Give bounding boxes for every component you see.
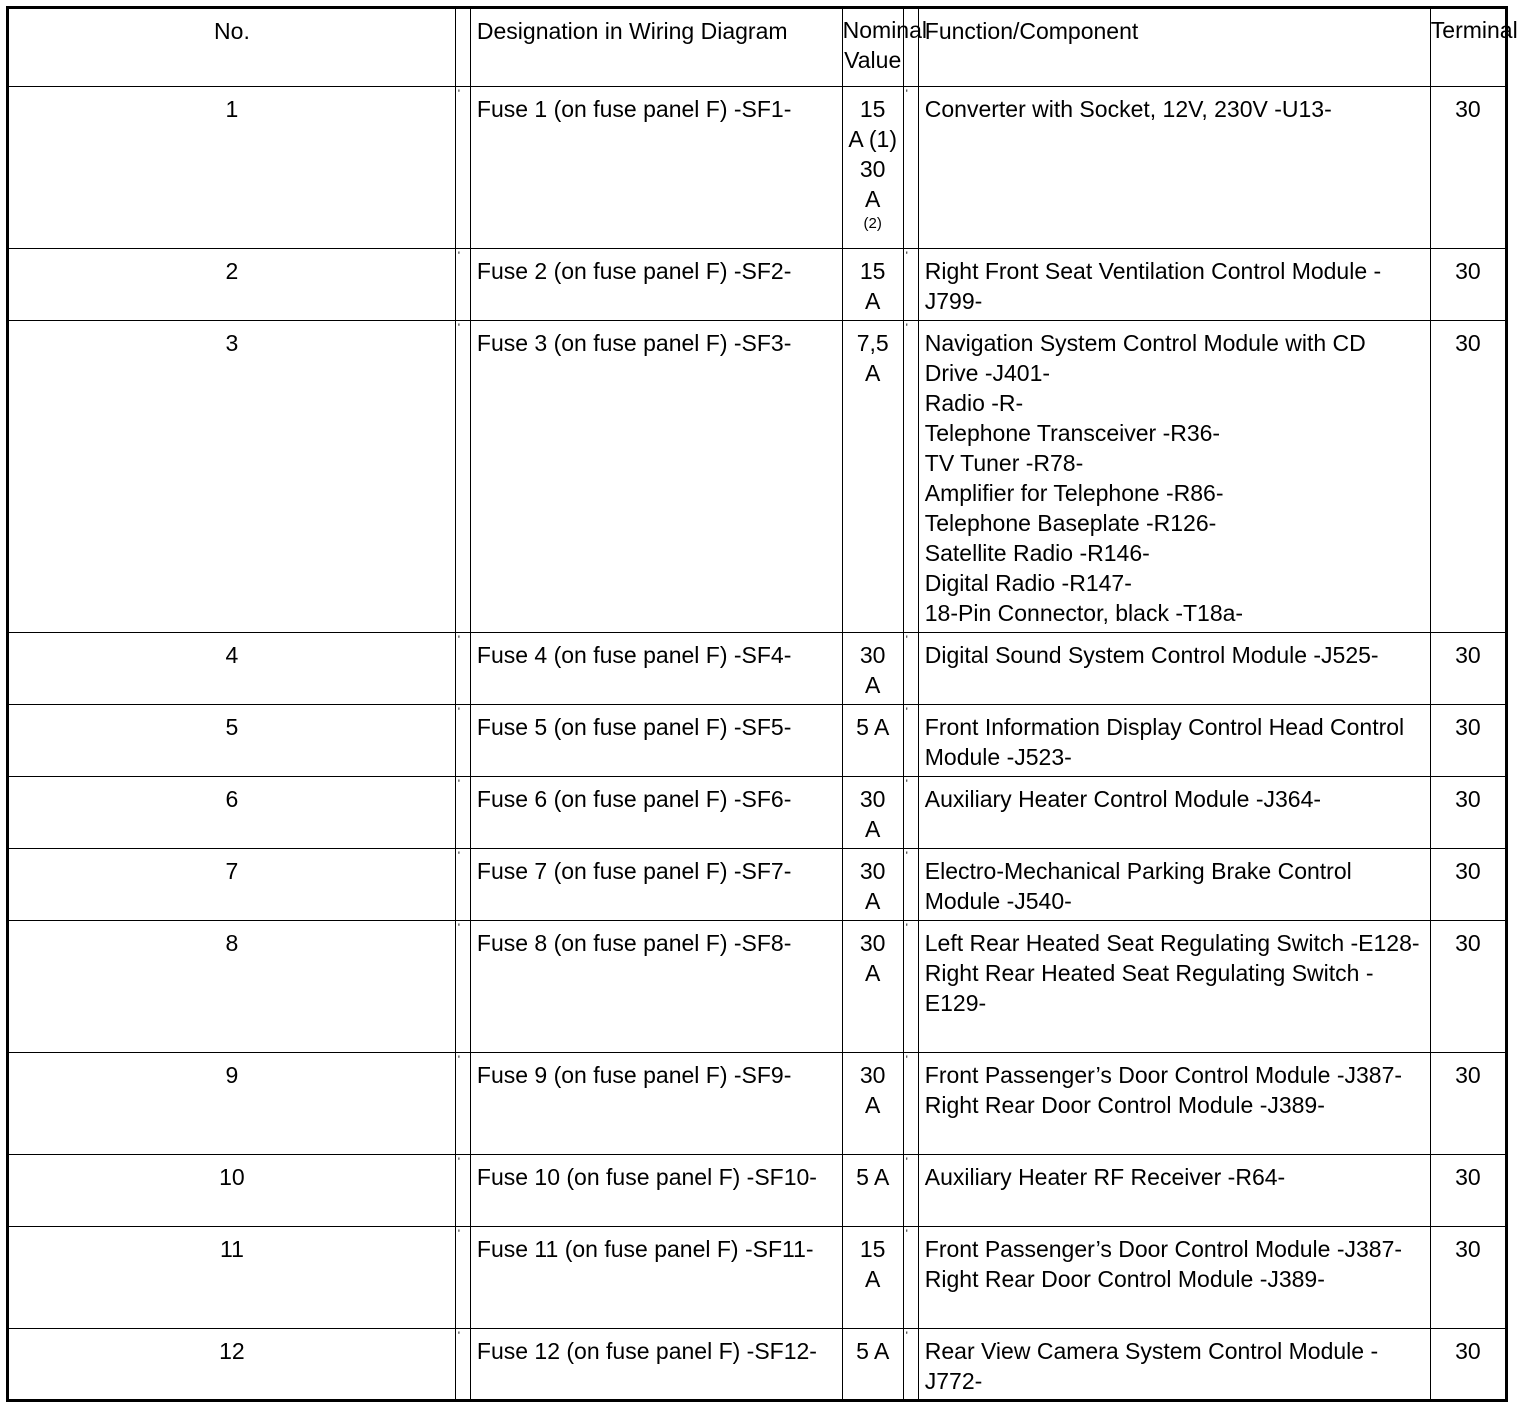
table-row xyxy=(8,1329,1507,1401)
terminal: 30 xyxy=(1430,921,1506,1053)
header-function: Function/Component xyxy=(918,8,1430,87)
tick-mark: ' xyxy=(905,88,908,100)
table-row xyxy=(8,1227,1507,1329)
tick-mark: ' xyxy=(457,778,460,790)
fuse-number: 2 xyxy=(8,249,456,321)
tick-mark: ' xyxy=(457,1330,460,1342)
function-line: Right Rear Door Control Module -J389- xyxy=(924,1266,1325,1292)
nominal-value xyxy=(842,777,903,849)
function-line: Converter with Socket, 12V, 230V -U13- xyxy=(924,96,1332,122)
function-line: Right Rear Heated Seat Regulating Switch -E129- xyxy=(924,960,1374,1016)
tick-mark: ' xyxy=(457,850,460,862)
nominal-value-line: 30 xyxy=(859,930,886,956)
tick-mark: ' xyxy=(905,322,908,334)
fuse-table xyxy=(6,6,1518,1402)
nominal-value-line: A xyxy=(865,1266,881,1292)
function-component xyxy=(918,1227,1430,1329)
spacer-cell xyxy=(903,249,918,321)
nominal-value-line: A xyxy=(865,360,881,386)
function-line: TV Tuner -R78- xyxy=(924,450,1084,476)
terminal: 30 xyxy=(1430,249,1506,321)
fuse-designation: Fuse 1 (on fuse panel F) -SF1- xyxy=(470,87,842,249)
nominal-value xyxy=(842,321,903,633)
spacer-cell xyxy=(455,921,470,1053)
function-line: 18-Pin Connector, black -T18a- xyxy=(924,600,1244,626)
terminal: 30 xyxy=(1430,1227,1506,1329)
table-row xyxy=(8,705,1507,777)
nominal-value-line: 30 xyxy=(859,642,886,668)
nominal-value-line: A (1) xyxy=(848,126,897,152)
spacer-cell xyxy=(455,1155,470,1227)
tick-mark: ' xyxy=(905,250,908,262)
table-row xyxy=(8,1053,1507,1155)
fuse-number: 10 xyxy=(8,1155,456,1227)
function-line: Right Rear Door Control Module -J389- xyxy=(924,1092,1325,1118)
spacer-cell xyxy=(903,321,918,633)
function-component xyxy=(918,921,1430,1053)
fuse-number: 6 xyxy=(8,777,456,849)
nominal-value xyxy=(842,1155,903,1227)
fuse-number: 3 xyxy=(8,321,456,633)
function-line: Telephone Baseplate -R126- xyxy=(924,510,1217,536)
function-component xyxy=(918,777,1430,849)
terminal: 30 xyxy=(1430,705,1506,777)
nominal-value-line: 7,5 xyxy=(856,330,889,356)
header-designation: Designation in Wiring Diagram xyxy=(470,8,842,87)
fuse-designation: Fuse 2 (on fuse panel F) -SF2- xyxy=(470,249,842,321)
tick-mark: ' xyxy=(905,850,908,862)
function-line: Navigation System Control Module with CD Drive -J401- xyxy=(924,330,1366,386)
spacer-cell xyxy=(903,87,918,249)
nominal-value xyxy=(842,849,903,921)
fuse-designation: Fuse 3 (on fuse panel F) -SF3- xyxy=(470,321,842,633)
nominal-value xyxy=(842,87,903,249)
nominal-value xyxy=(842,921,903,1053)
nominal-value-line: 15 xyxy=(859,258,886,284)
spacer-cell xyxy=(455,249,470,321)
nominal-value xyxy=(842,1329,903,1401)
nominal-value xyxy=(842,1053,903,1155)
function-line: Left Rear Heated Seat Regulating Switch -E128- xyxy=(924,930,1420,956)
nominal-value xyxy=(842,633,903,705)
nominal-value-line: A xyxy=(865,888,881,914)
terminal: 30 xyxy=(1430,633,1506,705)
function-line: Front Information Display Control Head Control Module -J523- xyxy=(924,714,1405,770)
fuse-number: 12 xyxy=(8,1329,456,1401)
tick-mark: ' xyxy=(905,634,908,646)
tick-mark: ' xyxy=(905,1054,908,1066)
function-component xyxy=(918,705,1430,777)
tick-mark: ' xyxy=(905,1330,908,1342)
fuse-designation: Fuse 8 (on fuse panel F) -SF8- xyxy=(470,921,842,1053)
tick-mark: ' xyxy=(457,1228,460,1240)
spacer-cell xyxy=(455,1053,470,1155)
fuse-designation: Fuse 5 (on fuse panel F) -SF5- xyxy=(470,705,842,777)
function-line: Auxiliary Heater RF Receiver -R64- xyxy=(924,1164,1286,1190)
nominal-value-line: 5 A xyxy=(856,1164,890,1190)
function-line: Front Passenger’s Door Control Module -J387- xyxy=(924,1062,1403,1088)
spacer-cell xyxy=(903,705,918,777)
spacer-cell xyxy=(903,1227,918,1329)
nominal-value-line: 5 A xyxy=(856,714,890,740)
function-component xyxy=(918,849,1430,921)
function-component xyxy=(918,321,1430,633)
fuse-designation: Fuse 9 (on fuse panel F) -SF9- xyxy=(470,1053,842,1155)
nominal-value-line: A xyxy=(865,1092,881,1118)
table-row xyxy=(8,249,1507,321)
fuse-designation: Fuse 4 (on fuse panel F) -SF4- xyxy=(470,633,842,705)
function-line: Satellite Radio -R146- xyxy=(924,540,1150,566)
tick-mark: ' xyxy=(457,88,460,100)
fuse-designation: Fuse 7 (on fuse panel F) -SF7- xyxy=(470,849,842,921)
tick-mark: ' xyxy=(457,1156,460,1168)
nominal-value-line: (2) xyxy=(863,215,882,232)
table-row xyxy=(8,849,1507,921)
nominal-value-line: 30 xyxy=(859,156,886,182)
nominal-value xyxy=(842,249,903,321)
header-row xyxy=(8,8,1507,87)
nominal-value xyxy=(842,1227,903,1329)
tick-mark: ' xyxy=(457,1054,460,1066)
table-row xyxy=(8,777,1507,849)
tick-mark: ' xyxy=(905,778,908,790)
spacer-cell xyxy=(455,633,470,705)
table-row xyxy=(8,87,1507,249)
function-line: Electro-Mechanical Parking Brake Control Module -J540- xyxy=(924,858,1352,914)
header-spacer xyxy=(455,8,470,87)
function-line: Amplifier for Telephone -R86- xyxy=(924,480,1224,506)
fuse-number: 8 xyxy=(8,921,456,1053)
function-line: Right Front Seat Ventilation Control Module -J799- xyxy=(924,258,1382,314)
spacer-cell xyxy=(903,921,918,1053)
spacer-cell xyxy=(903,1053,918,1155)
function-component xyxy=(918,87,1430,249)
header-nominal-value: Nominal Value xyxy=(842,8,903,87)
terminal: 30 xyxy=(1430,849,1506,921)
tick-mark: ' xyxy=(905,1228,908,1240)
tick-mark: ' xyxy=(457,922,460,934)
terminal: 30 xyxy=(1430,1155,1506,1227)
nominal-value-line: 5 A xyxy=(856,1338,890,1364)
spacer-cell xyxy=(455,849,470,921)
tick-mark: ' xyxy=(905,706,908,718)
spacer-cell xyxy=(903,1155,918,1227)
nominal-value-line: A xyxy=(865,672,881,698)
fuse-designation: Fuse 11 (on fuse panel F) -SF11- xyxy=(470,1227,842,1329)
fuse-number: 5 xyxy=(8,705,456,777)
spacer-cell xyxy=(455,777,470,849)
table-row xyxy=(8,633,1507,705)
function-component xyxy=(918,249,1430,321)
tick-mark: ' xyxy=(905,922,908,934)
table-row xyxy=(8,921,1507,1053)
fuse-designation: Fuse 10 (on fuse panel F) -SF10- xyxy=(470,1155,842,1227)
terminal: 30 xyxy=(1430,321,1506,633)
terminal: 30 xyxy=(1430,1329,1506,1401)
spacer-cell xyxy=(455,705,470,777)
function-component xyxy=(918,1329,1430,1401)
table-row xyxy=(8,321,1507,633)
spacer-cell xyxy=(903,1329,918,1401)
spacer-cell xyxy=(455,321,470,633)
function-component xyxy=(918,1155,1430,1227)
nominal-value-line: A xyxy=(865,288,881,314)
function-component xyxy=(918,633,1430,705)
nominal-value-line: A xyxy=(865,816,881,842)
function-component xyxy=(918,1053,1430,1155)
tick-mark: ' xyxy=(457,634,460,646)
spacer-cell xyxy=(903,633,918,705)
fuse-designation: Fuse 12 (on fuse panel F) -SF12- xyxy=(470,1329,842,1401)
nominal-value xyxy=(842,705,903,777)
table-row xyxy=(8,1155,1507,1227)
nominal-value-line: A xyxy=(865,186,881,212)
function-line: Front Passenger’s Door Control Module -J387- xyxy=(924,1236,1403,1262)
tick-mark: ' xyxy=(457,706,460,718)
nominal-value-line: 15 xyxy=(859,1236,886,1262)
nominal-value-line: 30 xyxy=(859,1062,886,1088)
spacer-cell xyxy=(903,777,918,849)
nominal-value-line: A xyxy=(865,960,881,986)
terminal: 30 xyxy=(1430,87,1506,249)
terminal: 30 xyxy=(1430,777,1506,849)
nominal-value-line: 30 xyxy=(859,858,886,884)
fuse-designation: Fuse 6 (on fuse panel F) -SF6- xyxy=(470,777,842,849)
fuse-number: 7 xyxy=(8,849,456,921)
tick-mark: ' xyxy=(457,250,460,262)
fuse-number: 4 xyxy=(8,633,456,705)
function-line: Digital Radio -R147- xyxy=(924,570,1132,596)
header-spacer xyxy=(903,8,918,87)
function-line: Radio -R- xyxy=(924,390,1024,416)
header-no: No. xyxy=(8,8,456,87)
spacer-cell xyxy=(455,1329,470,1401)
function-line: Telephone Transceiver -R36- xyxy=(924,420,1221,446)
fuse-number: 11 xyxy=(8,1227,456,1329)
function-line: Rear View Camera System Control Module -J772- xyxy=(924,1338,1379,1394)
nominal-value-line: 15 xyxy=(859,96,886,122)
header-terminal: Terminal xyxy=(1430,8,1506,87)
tick-mark: ' xyxy=(457,322,460,334)
spacer-cell xyxy=(455,87,470,249)
spacer-cell xyxy=(903,849,918,921)
function-line: Auxiliary Heater Control Module -J364- xyxy=(924,786,1322,812)
tick-mark: ' xyxy=(905,1156,908,1168)
fuse-number: 9 xyxy=(8,1053,456,1155)
nominal-value-line: 30 xyxy=(859,786,886,812)
fuse-number: 1 xyxy=(8,87,456,249)
spacer-cell xyxy=(455,1227,470,1329)
terminal: 30 xyxy=(1430,1053,1506,1155)
function-line: Digital Sound System Control Module -J525- xyxy=(924,642,1379,668)
